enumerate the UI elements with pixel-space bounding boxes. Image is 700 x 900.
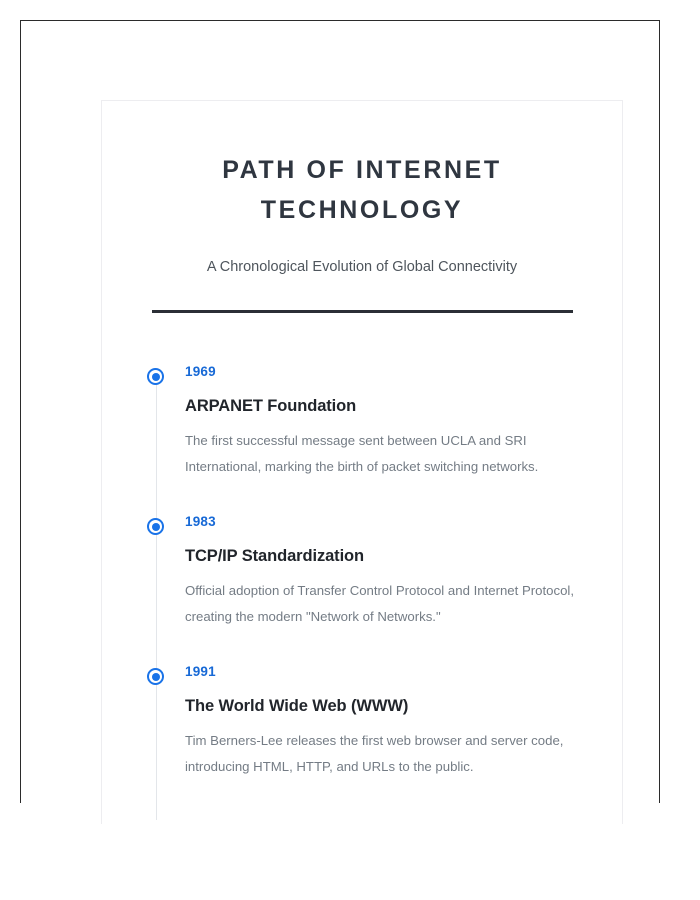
- page-frame: [20, 20, 660, 803]
- timeline-entry-year: 1983: [185, 514, 216, 530]
- document-header: [102, 101, 622, 313]
- page-subtitle: A Chronological Evolution of Global Connectivity: [206, 259, 518, 275]
- timeline-entry[interactable]: [102, 660, 622, 780]
- timeline-entry-year: 1991: [185, 664, 216, 680]
- timeline-marker-icon: [147, 368, 164, 385]
- timeline-entry-description: Official adoption of Transfer Control Protocol and Internet Protocol, creating the modern "Network of Networks.": [185, 583, 574, 624]
- timeline-marker-icon: [147, 668, 164, 685]
- timeline-entry[interactable]: [102, 510, 622, 630]
- timeline-entry-heading: The World Wide Web (WWW): [185, 696, 409, 715]
- page-title: PATH OF INTERNET TECHNOLOGY: [222, 156, 502, 224]
- timeline-entry-year: 1969: [185, 364, 216, 380]
- timeline-entry-description: The first successful message sent between UCLA and SRI International, marking the birth of packet switching networks.: [185, 433, 539, 474]
- timeline-marker-icon: [147, 518, 164, 535]
- title-divider: [152, 310, 573, 313]
- timeline-entry-heading: TCP/IP Standardization: [185, 546, 365, 565]
- document-card: [101, 100, 623, 824]
- timeline-entry[interactable]: [102, 360, 622, 480]
- timeline-entry-description: Tim Berners-Lee releases the first web browser and server code, introducing HTML, HTTP, and URLs to the public.: [185, 733, 564, 774]
- timeline-entry-heading: ARPANET Foundation: [185, 396, 357, 415]
- document-content: [102, 101, 622, 820]
- timeline: [102, 360, 622, 820]
